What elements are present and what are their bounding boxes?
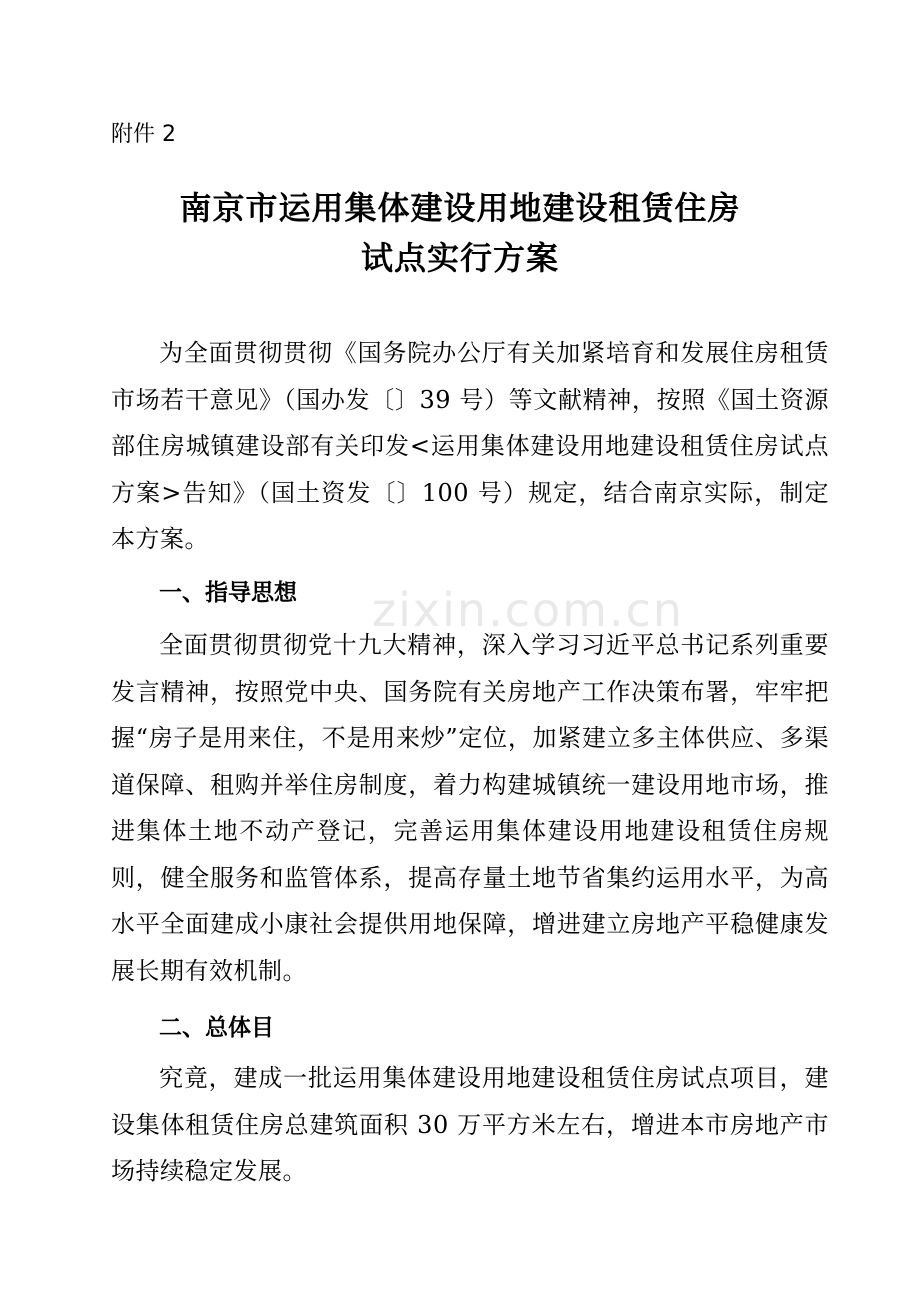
intro-paragraph: 为全面贯彻贯彻《国务院办公厅有关加紧培育和发展住房租赁市场若干意见》（国办发〔〕39 号）等文献精神，按照《国土资源部住房城镇建设部有关印发<运用集体建设用地建设租赁住房试点方案>告知》（国土资发〔〕100 号）规定，结合南京实际，制定本方案。 (111, 339, 829, 553)
document-title-line-2: 试点实行方案 (360, 239, 559, 277)
document-title-line-1: 南京市运用集体建设用地建设租赁住房 (179, 189, 741, 227)
section-heading-guiding-thought: 一、指导思想 (159, 580, 297, 606)
section-heading-overall-goal: 二、总体目 (159, 1015, 274, 1041)
attachment-label: 附件 2 (111, 122, 176, 147)
watermark: zixin.com.cn (372, 583, 685, 637)
section-paragraph-guiding-thought: 全面贯彻贯彻党十九大精神，深入学习习近平总书记系列重要发言精神，按照党中央、国务院有关房地产工作决策布署，牢牢把握“房子是用来住，不是用来炒”定位，加紧建立多主体供应、多渠道保障、租购并举住房制度，着力构建城镇统一建设用地市场，推进集体土地不动产登记，完善运用集体建设用地建设租赁住房规则，健全服务和监管体系，提高存量土地节省集约运用水平，为高水平全面建成小康社会提供用地保障，增进建立房地产平稳健康发展长期有效机制。 (111, 631, 829, 985)
section-paragraph-overall-goal: 究竟，建成一批运用集体建设用地建设租赁住房试点项目，建设集体租赁住房总建筑面积 30 万平方米左右，增进本市房地产市场持续稳定发展。 (111, 1064, 829, 1185)
